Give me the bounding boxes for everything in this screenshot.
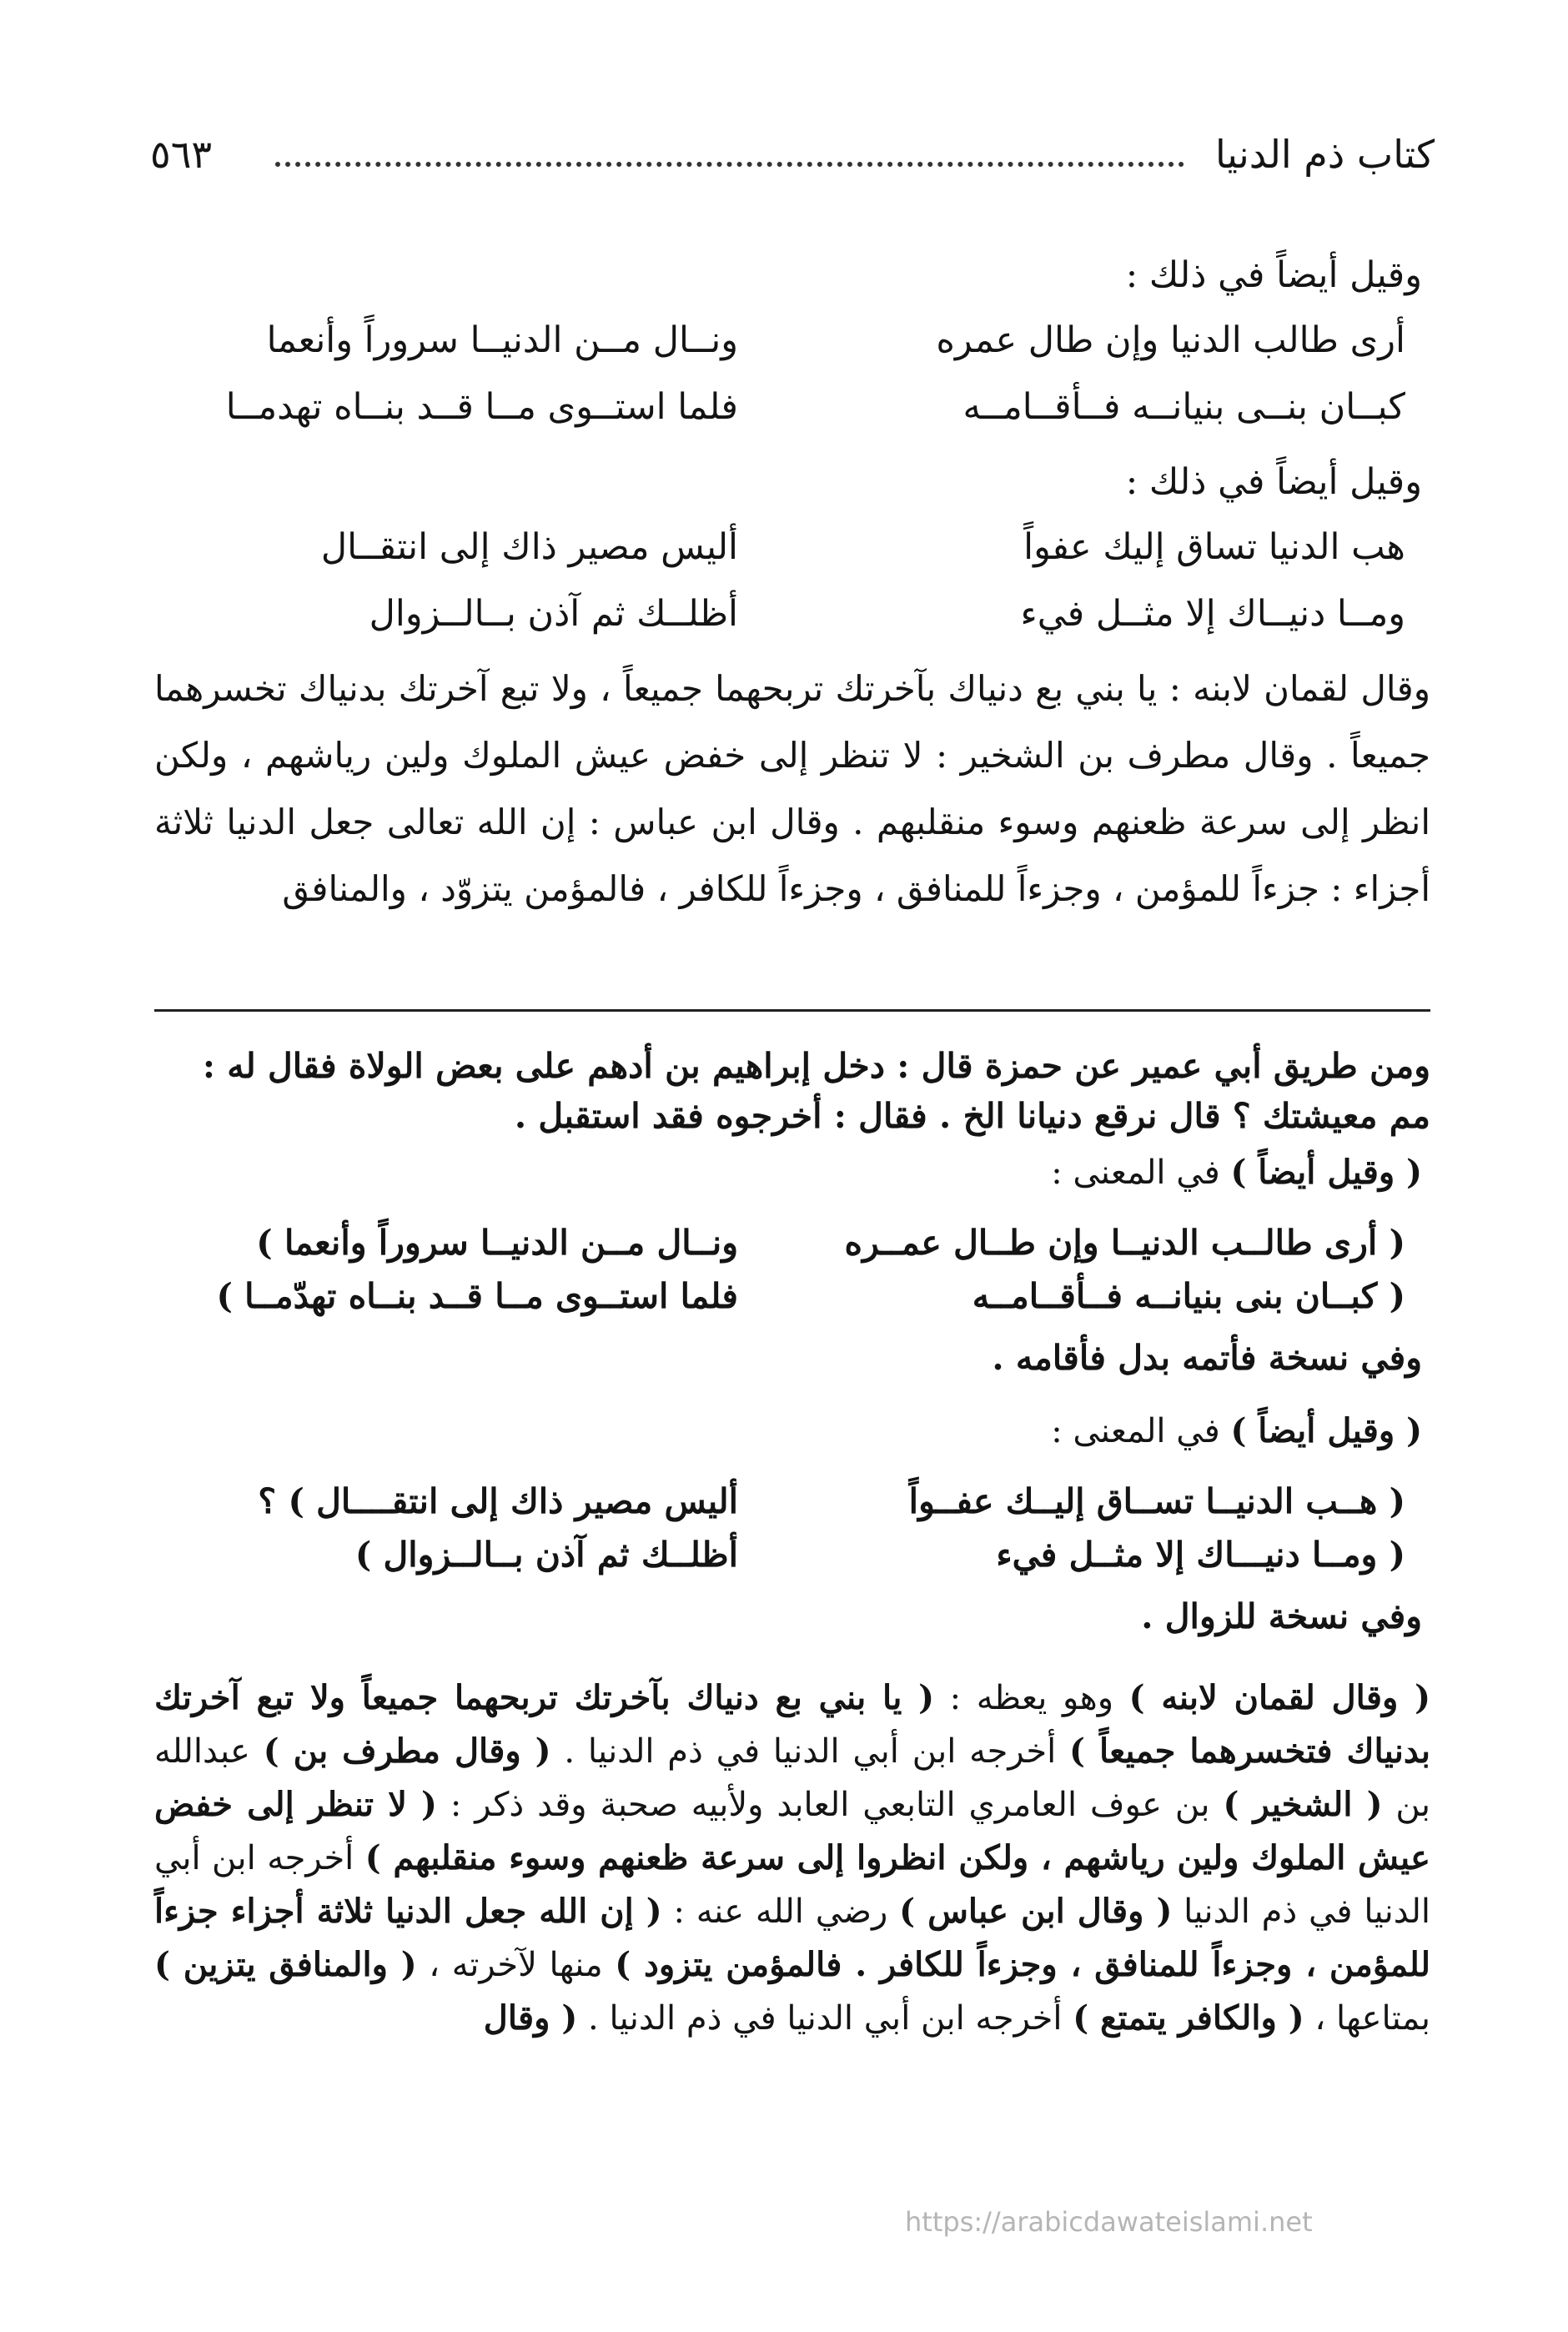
intro-text: في المعنى : (1051, 1412, 1231, 1450)
verse-line (154, 1216, 1430, 1269)
text-run: ( وقال مطرف بن ) (263, 1731, 551, 1771)
verse-second-hemistich: أليس مصير ذاك إلى انتقــــال ) ؟ (258, 1481, 738, 1521)
header-dotted-leader (275, 162, 1184, 167)
verse-line (154, 514, 1430, 580)
text-run: وهو يعظه : (934, 1679, 1129, 1717)
verse-first-hemistich: هب الدنيا تساق إليك عفواً (1023, 526, 1405, 568)
header-title: كتاب ذم الدنيا (1215, 132, 1435, 177)
verse-first-hemistich: ( كبــان بنى بنيانــه فــأقــامــه (972, 1276, 1405, 1316)
verse-line (154, 580, 1430, 647)
poem-intro: وقيل أيضاً في ذلك : (1125, 461, 1422, 503)
text-run: ( لا تنظر إلى خفض عيش الملوك ولين رياشهم ، ولكن انظروا إلى سرعة ظعنهم وسوء منقلبهم ) (154, 1785, 1430, 1877)
text-run: ( يا بني بع دنياك بآخرتك تربحهما جميعاً ولا تبع آخرتك بدنياك فتخسرهما جميعاً ) (154, 1678, 1430, 1771)
main-paragraph: وقال لقمان لابنه : يا بني بع دنياك بآخرتك تربحهما جميعاً ، ولا تبع آخرتك بدنياك تخسرهما جميعاً . وقال مطرف بن الشخير : لا تنظر إلى خفض عيش الملوك ولين رياشهم ، ولكن انظر إلى سرعة ظعنهم وسوء منقلبهم . وقال ابن عباس : إن الله تعالى جعل الدنيا ثلاثة أجزاء : جزءاً للمؤمن ، وجزءاً للمنافق ، وجزءاً للكافر ، فالمؤمن يتزوّد ، والمنافق (154, 668, 1430, 909)
text-run: ( الشخير ) (1223, 1785, 1383, 1824)
text-run: ( وقال ابن عباس ) (899, 1892, 1173, 1931)
text-run: ( إن الله جعل الدنيا ثلاثة أجزاء جزءاً للمؤمن ، وجزءاً للمنافق ، وجزءاً للكافر . فالمؤمن يتزود ) (154, 1892, 1431, 1984)
verse-first-hemistich: ( هــب الدنيــا تســاق إليــك عفــواً (908, 1481, 1405, 1521)
page-number: ٥٦٣ (150, 132, 213, 177)
text-run: أخرجه ابن أبي الدنيا في ذم الدنيا . (577, 1999, 1073, 2038)
watermark-url: https://arabicdawateislami.net (905, 2206, 1313, 2238)
verse-line (154, 1269, 1430, 1323)
verse-line (154, 1475, 1430, 1528)
variant-note: وفي نسخة فأتمه بدل فأقامه . (992, 1338, 1422, 1378)
commentary-paragraph (154, 1671, 1430, 2045)
verse-second-hemistich: فلما استــوى مــا قــد بنــاه تهدّمــا ) (216, 1276, 738, 1316)
main-text (154, 250, 1430, 922)
verse-second-hemistich: ونــال مــن الدنيــا سروراً وأنعما ) (256, 1223, 738, 1263)
text-run: ( وقال لقمان لابنه ) (1128, 1678, 1430, 1717)
verse-first-hemistich: ( أرى طالــب الدنيــا وإن طــال عمــره (844, 1223, 1405, 1263)
intro-text: في المعنى : (1051, 1153, 1231, 1192)
variant-note: وفي نسخة للزوال . (1141, 1596, 1422, 1636)
commentary-poem-intro (154, 1406, 1430, 1475)
footnote-separator (154, 1009, 1430, 1012)
quoted-phrase: ( وقيل أيضاً ) (1230, 1411, 1422, 1450)
verse-second-hemistich: فلما استــوى مــا قــد بنــاه تهدمــا (225, 386, 738, 428)
verse-first-hemistich: ( ومــا دنيـــاك إلا مثــل فيء (996, 1535, 1405, 1575)
text-run: ( وقال (483, 1998, 578, 2038)
text-run: ( والمنافق يتزين ) (154, 1945, 417, 1984)
text-run: بمتاعها ، (1304, 1999, 1430, 2038)
text-run: عبدالله بن (154, 1732, 1431, 1824)
quoted-phrase: ( وقيل أيضاً ) (1230, 1153, 1422, 1192)
verse-first-hemistich: كبــان بنــى بنيانــه فــأقــامــه (962, 386, 1405, 428)
commentary-poem-intro (154, 1148, 1430, 1216)
text-run: أخرجه ابن أبي الدنيا في ذم الدنيا . (550, 1732, 1070, 1771)
running-header (150, 125, 1435, 183)
verse-line (154, 1528, 1430, 1581)
verse-second-hemistich: أليس مصير ذاك إلى انتقــال (320, 526, 738, 568)
verse-first-hemistich: ومــا دنيــاك إلا مثــل فيء (1020, 593, 1405, 635)
verse-line (154, 307, 1430, 374)
text-run: رضي الله عنه : (661, 1892, 900, 1931)
verse-second-hemistich: ونــال مــن الدنيــا سروراً وأنعما (266, 319, 738, 361)
verse-line (154, 374, 1430, 440)
verse-second-hemistich: أظلــك ثم آذن بــالــزوال ) (354, 1535, 738, 1575)
text-run: منها لآخرته ، (416, 1946, 616, 1984)
text-run: بن عوف العامري التابعي العابد ولأبيه صحبة وقد ذكر : (436, 1786, 1224, 1824)
verse-second-hemistich: أظلــك ثم آذن بــالــزوال (369, 593, 738, 635)
text-run: ( والكافر يتمتع ) (1073, 1998, 1304, 2038)
poem-intro: وقيل أيضاً في ذلك : (1125, 254, 1422, 296)
commentary (154, 1034, 1430, 2045)
commentary-paragraph: ومن طريق أبي عمير عن حمزة قال : دخل إبراهيم بن أدهم على بعض الولاة فقال له : مم معيشتك ؟ قال نرقع دنيانا الخ . فقال : أخرجوه فقد استقبل . (202, 1046, 1430, 1136)
verse-first-hemistich: أرى طالب الدنيا وإن طال عمره (936, 319, 1405, 361)
text-run: أخرجه ابن أبي الدنيا في ذم الدنيا (154, 1839, 1431, 1931)
